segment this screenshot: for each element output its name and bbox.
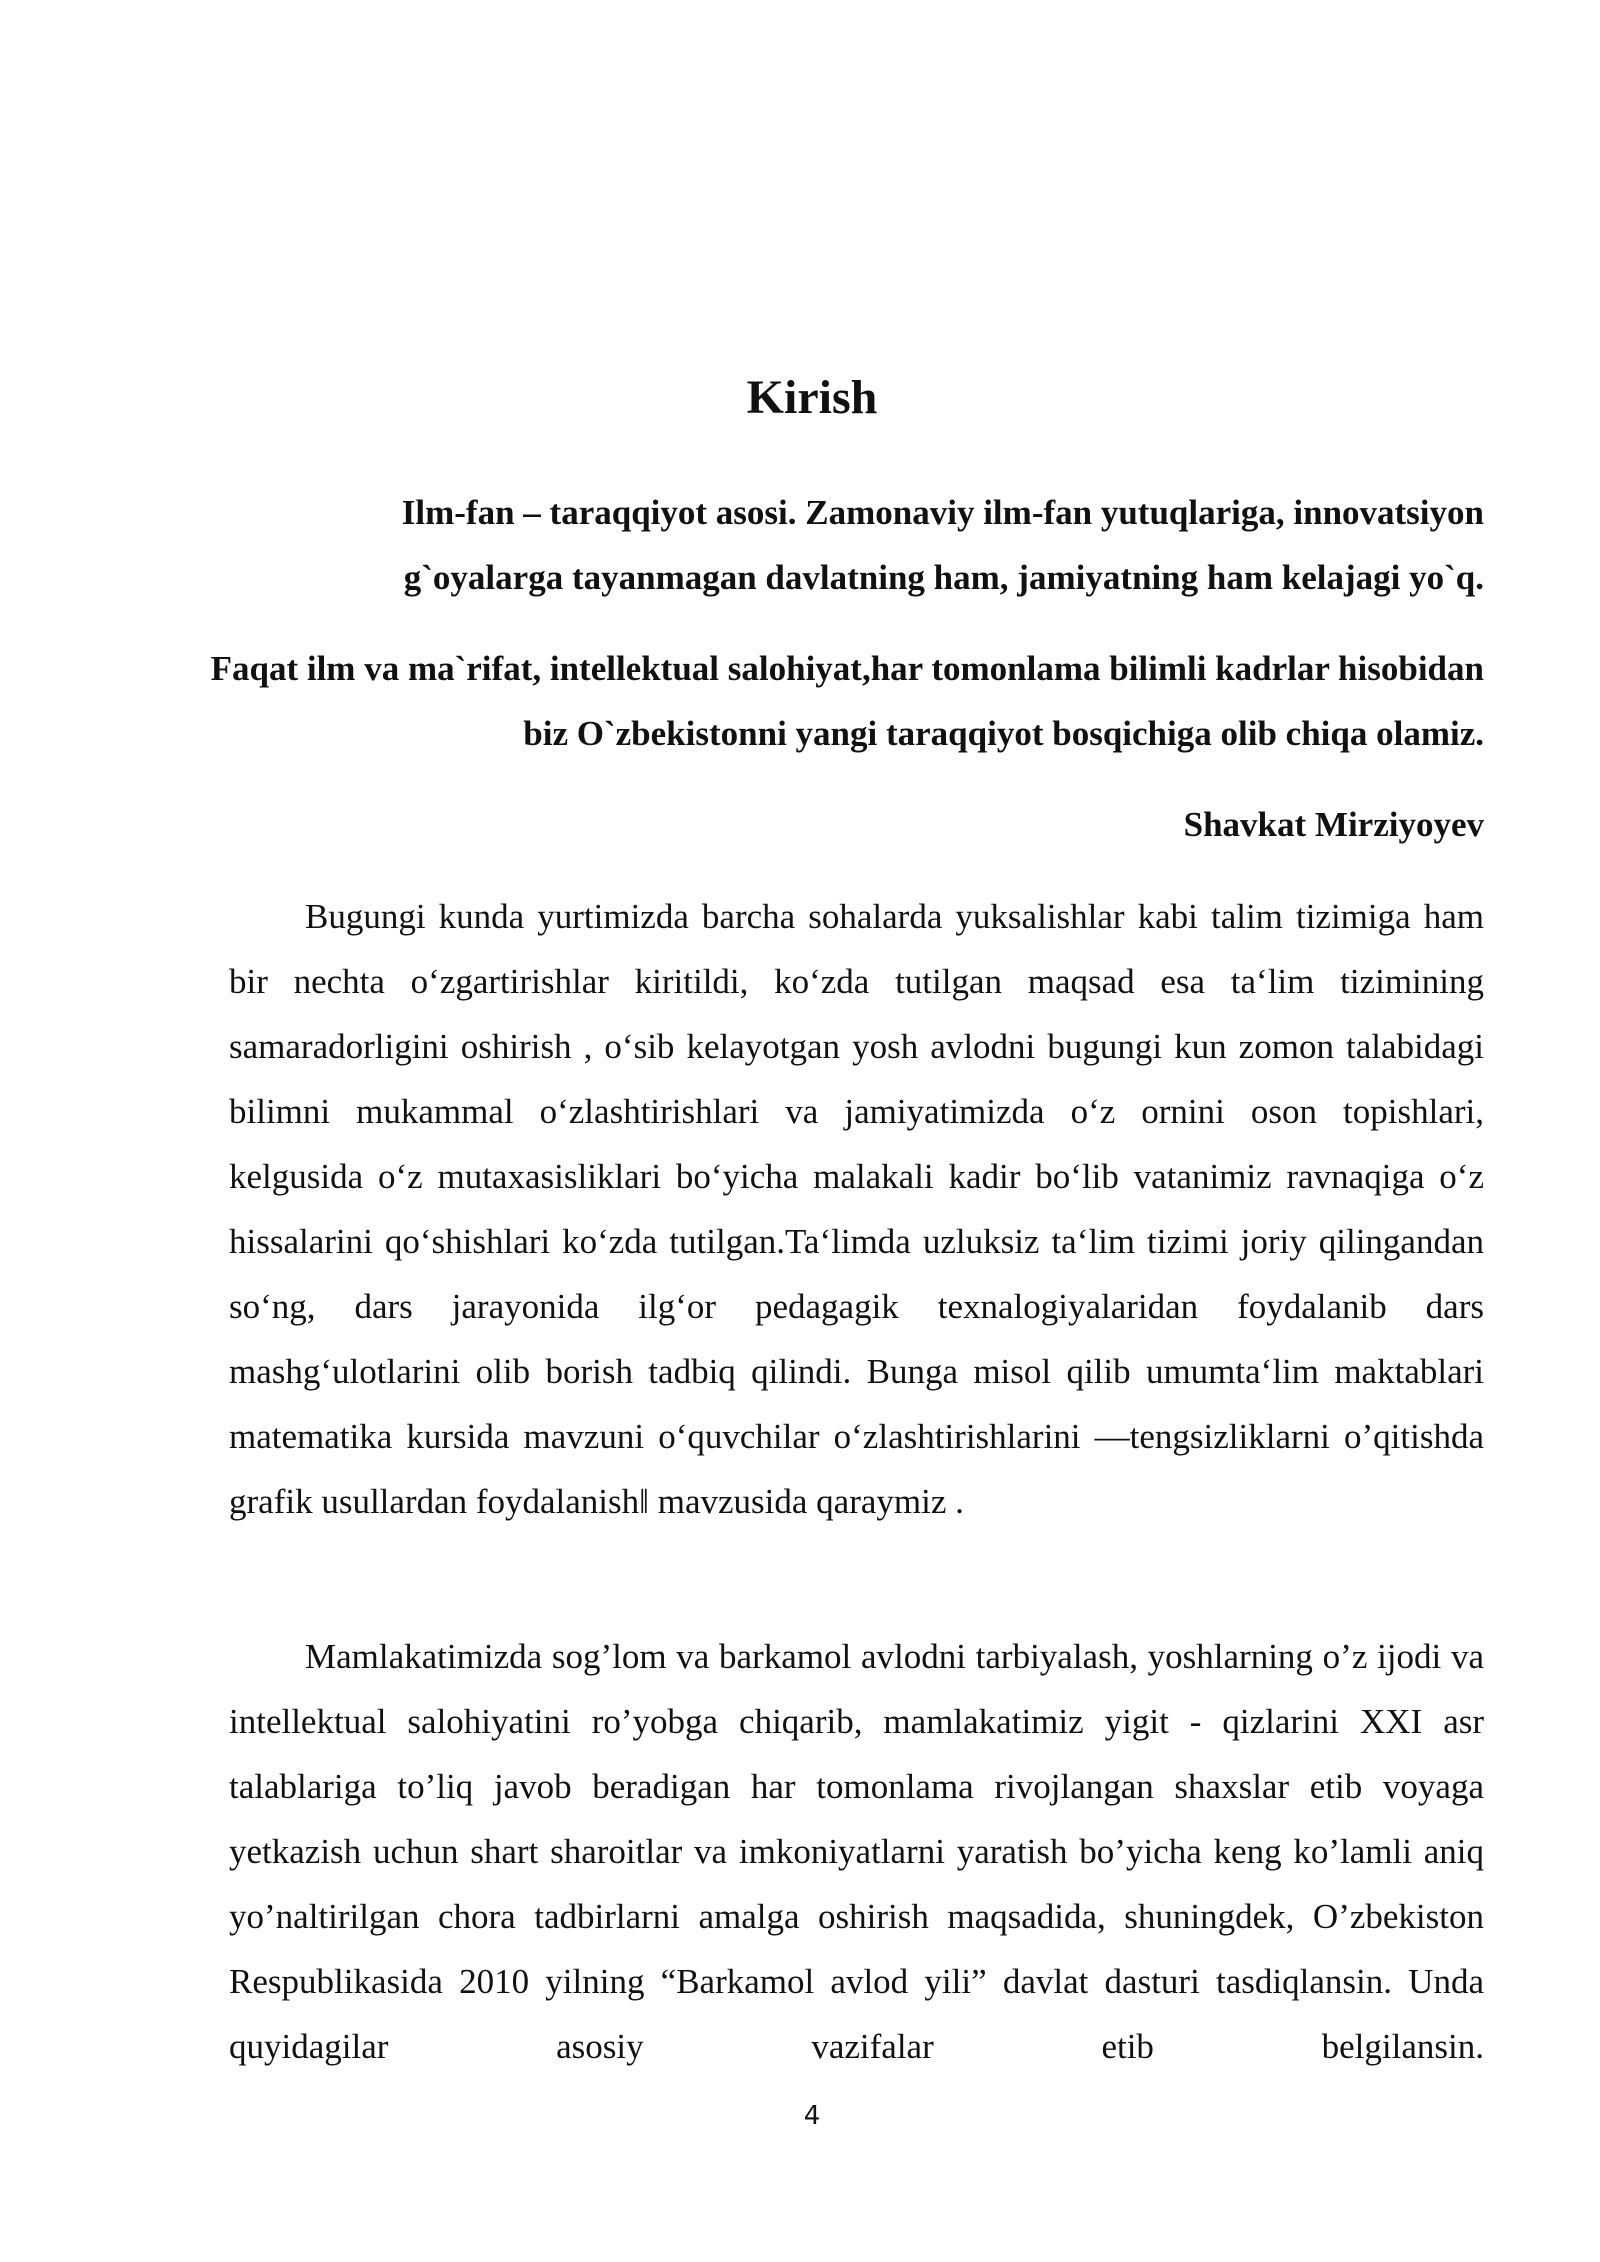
epigraph-quote-1: Ilm-fan – taraqqiyot asosi. Zamonaviy ilm-fan yutuqlariga, innovatsiyon g`oyalarga tayanmagan davlatning ham, jamiyatning ham kelajagi yo`q.: [401, 493, 1484, 597]
body-paragraph-1: Bugungi kunda yurtimizda barcha sohalarda yuksalishlar kabi talim tizimiga ham bir nechta o‘zgartirishlar kiritildi, ko‘zda tutilgan maqsad esa ta‘lim tizimining samaradorligini oshirish , o‘sib kelayotgan yosh avlodni bugungi kun zomon talabidagi bilimni mukammal o‘zlashtirishlari va jamiyatimizda o‘z ornini oson topishlari, kelgusida o‘z mutaxasisliklari bo‘yicha malakali kadir bo‘lib vatanimiz ravnaqiga o‘z hissalarini qo‘shishlari ko‘zda tutilgan.Ta‘limda uzluksiz ta‘lim tizimi joriy qilingandan so‘ng, dars jarayonida ilg‘or pedagagik texnalogiyalaridan foydalanib dars mashg‘ulotlarini olib borish tadbiq qilindi. Bunga misol qilib umumta‘lim maktablari matematika kursida mavzuni o‘quvchilar o‘zlashtirishlarini ―tengsizliklarni o’qitishda grafik usullardan foydalanish‖ mavzusida qaraymiz .: [229, 897, 1484, 1521]
page-number: 4: [803, 2101, 821, 2131]
epigraph-quote-2: Faqat ilm va ma`rifat, intellektual salohiyat,har tomonlama bilimli kadrlar hisobidan biz O`zbekistonni yangi taraqqiyot bosqichiga olib chiqa olamiz.: [210, 649, 1484, 753]
page-title: Kirish: [746, 371, 878, 424]
epigraph-author: Shavkat Mirziyoyev: [1183, 805, 1484, 844]
body-paragraph-2: Mamlakatimizda sog’lom va barkamol avlodni tarbiyalash, yoshlarning o’z ijodi va intellektual salohiyatini ro’yobga chiqarib, mamlakatimiz yigit - qizlarini XXI asr talablariga to’liq javob beradigan har tomonlama rivojlangan shaxslar etib voyaga yetkazish uchun shart sharoitlar va imkoniyatlarni yaratish bo’yicha keng ko’lamli aniq yo’naltirilgan chora tadbirlarni amalga oshirish maqsadida, shuningdek, O’zbekiston Respublikasida 2010 yilning “Barkamol avlod yili” davlat dasturi tasdiqlansin. Unda quyidagilar asosiy vazifalar etib belgilansin.: [229, 1637, 1484, 2066]
